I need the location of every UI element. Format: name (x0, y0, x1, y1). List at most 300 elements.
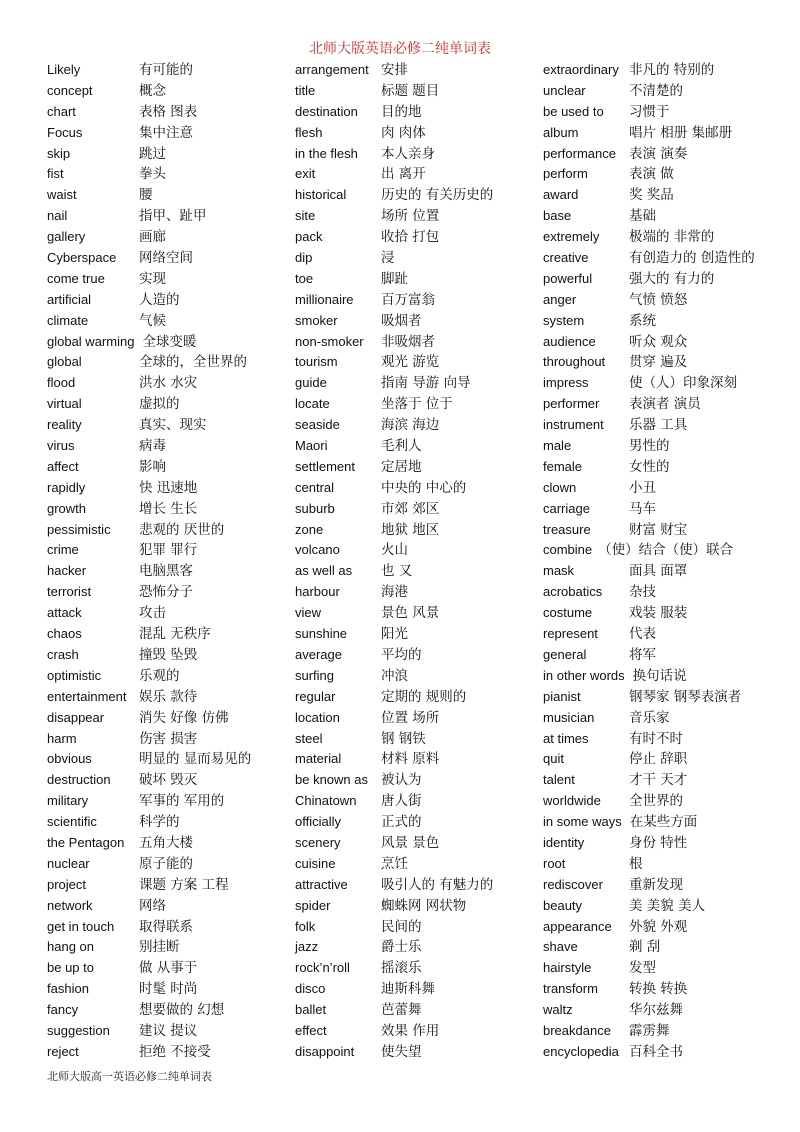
chinese-meaning: 正式的 (381, 814, 422, 831)
english-term: transform (543, 981, 598, 997)
chinese-meaning: 腰 (139, 187, 153, 204)
english-term: seaside (295, 417, 340, 433)
chinese-meaning: 混乱 无秩序 (139, 626, 211, 643)
vocab-entry (295, 1021, 535, 1042)
chinese-meaning: 海港 (381, 584, 408, 601)
vocab-entry (295, 290, 535, 311)
english-term: combine (543, 542, 593, 558)
vocab-entry (295, 373, 535, 394)
vocab-entry (543, 373, 769, 394)
chinese-meaning: 指甲、趾甲 (139, 208, 207, 225)
english-term: terrorist (47, 584, 92, 600)
vocab-entry (543, 666, 769, 687)
english-term: impress (543, 375, 589, 391)
english-term: general (543, 646, 587, 662)
english-term: suggestion (47, 1022, 110, 1038)
vocab-entry (295, 311, 535, 332)
vocab-entry (543, 561, 769, 582)
chinese-meaning: 身份 特性 (629, 834, 688, 851)
vocab-entry (543, 958, 769, 979)
english-term: fashion (47, 981, 89, 997)
chinese-meaning: 有时不时 (629, 730, 683, 747)
vocab-entry (47, 666, 283, 687)
vocab-entry (543, 436, 769, 457)
chinese-meaning: 建议 提议 (139, 1022, 198, 1039)
chinese-meaning: 集中注意 (139, 124, 193, 141)
vocab-entry (543, 708, 769, 729)
chinese-meaning: 定居地 (381, 458, 422, 475)
english-term: attack (47, 605, 82, 621)
chinese-meaning: 标题 题目 (381, 82, 440, 99)
english-term: Chinatown (295, 793, 357, 809)
vocab-entry (543, 60, 769, 81)
chinese-meaning: 虚拟的 (139, 396, 180, 413)
english-term: in the flesh (295, 145, 358, 161)
vocab-entry (295, 248, 535, 269)
chinese-meaning: 明显的 显而易见的 (139, 751, 252, 768)
chinese-meaning: 摇滚乐 (381, 960, 422, 977)
english-term: artificial (47, 291, 92, 307)
english-term: talent (543, 772, 575, 788)
vocab-entry (543, 415, 769, 436)
chinese-meaning: 效果 作用 (381, 1022, 440, 1039)
vocab-entry (543, 311, 769, 332)
vocab-entry (543, 917, 769, 938)
chinese-meaning: 网络空间 (139, 250, 193, 267)
chinese-meaning: 在某些方面 (629, 814, 698, 831)
chinese-meaning: 换句话说 (632, 667, 687, 684)
english-term: powerful (543, 270, 593, 286)
chinese-meaning: 有可能的 (139, 62, 193, 78)
vocab-entry (543, 854, 769, 875)
english-term: global (47, 354, 82, 370)
vocab-entry (295, 102, 535, 123)
vocab-entry (543, 937, 769, 958)
chinese-meaning: 听众 观众 (629, 333, 688, 350)
vocab-entry (47, 373, 283, 394)
chinese-meaning: 悲观的 厌世的 (139, 521, 225, 538)
vocab-entry (47, 958, 283, 979)
chinese-meaning: 重新发现 (629, 876, 683, 893)
vocab-entry (47, 227, 283, 248)
page-footer: 北师大版高一英语必修二纯单词表 (47, 1070, 212, 1083)
english-term: costume (543, 605, 593, 621)
chinese-meaning: 有创造力的 创造性的 (629, 250, 755, 267)
vocab-entry (295, 123, 535, 144)
chinese-meaning: 阳光 (381, 626, 408, 643)
english-term: gallery (47, 229, 86, 245)
english-term: scenery (295, 834, 341, 850)
english-term: acrobatics (543, 584, 603, 600)
english-term: crime (47, 542, 79, 558)
vocab-entry (47, 81, 283, 102)
english-term: dip (295, 250, 313, 266)
chinese-meaning: 蜘蛛网 网状物 (381, 897, 467, 914)
english-term: chaos (47, 626, 82, 642)
english-term: sunshine (295, 626, 348, 642)
vocab-entry (295, 164, 535, 185)
word-column-1 (47, 60, 283, 1063)
vocab-entry (47, 1021, 283, 1042)
vocab-entry (295, 958, 535, 979)
chinese-meaning: 出 离开 (381, 166, 426, 183)
chinese-meaning: 病毒 (139, 438, 166, 455)
chinese-meaning: 气愤 愤怒 (629, 291, 688, 308)
chinese-meaning: 目的地 (381, 103, 422, 120)
chinese-meaning: 系统 (629, 312, 656, 329)
chinese-meaning: 中央的 中心的 (381, 479, 467, 496)
vocab-entry (295, 687, 535, 708)
english-term: smoker (295, 312, 338, 328)
english-term: disappear (47, 709, 105, 725)
english-term: global warming (47, 333, 135, 349)
english-term: site (295, 208, 316, 224)
chinese-meaning: 发型 (629, 960, 656, 977)
english-term: quit (543, 751, 564, 767)
chinese-meaning: 迪斯科舞 (381, 981, 435, 998)
vocab-entry (47, 937, 283, 958)
chinese-meaning: 时髦 时尚 (139, 981, 198, 998)
vocab-entry (295, 770, 535, 791)
english-term: location (295, 709, 340, 725)
english-term: represent (543, 626, 598, 642)
vocab-entry (543, 875, 769, 896)
english-term: steel (295, 730, 323, 746)
vocab-entry (47, 457, 283, 478)
vocab-entry (47, 520, 283, 541)
english-term: fancy (47, 1002, 79, 1018)
english-term: nuclear (47, 855, 90, 871)
chinese-meaning: 冲浪 (381, 667, 408, 684)
english-term: officially (295, 814, 342, 830)
chinese-meaning: 吸烟者 (381, 312, 422, 329)
english-term: destination (295, 103, 358, 119)
chinese-meaning: 华尔兹舞 (629, 1002, 683, 1019)
chinese-meaning: 人造的 (139, 291, 180, 308)
english-term: military (47, 793, 89, 809)
chinese-meaning: 洪水 水灾 (139, 375, 198, 392)
vocab-entry (47, 582, 283, 603)
vocab-entry (47, 979, 283, 1000)
english-term: zone (295, 521, 324, 537)
vocab-entry (47, 603, 283, 624)
chinese-meaning: 犯罪 罪行 (139, 542, 198, 559)
chinese-meaning: 唱片 相册 集邮册 (629, 124, 733, 141)
chinese-meaning: 电脑黑客 (139, 563, 193, 580)
vocab-entry (47, 791, 283, 812)
english-term: anger (543, 291, 577, 307)
chinese-meaning: 位置 场所 (381, 709, 440, 726)
vocab-entry (47, 436, 283, 457)
english-term: tourism (295, 354, 338, 370)
chinese-meaning: 指南 导游 向导 (381, 375, 471, 392)
english-term: virtual (47, 396, 82, 412)
chinese-meaning: 安排 (381, 62, 408, 78)
english-term: waltz (543, 1002, 573, 1018)
english-term: throughout (543, 354, 606, 370)
chinese-meaning: 极端的 非常的 (629, 229, 715, 246)
chinese-meaning: 非凡的 特别的 (629, 62, 715, 78)
english-term: chart (47, 103, 76, 119)
english-term: extraordinary (543, 62, 619, 77)
english-term: be used to (543, 103, 604, 119)
english-term: view (295, 605, 322, 621)
chinese-meaning: 戏装 服装 (629, 605, 688, 622)
chinese-meaning: 美 美貌 美人 (629, 897, 706, 914)
english-term: skip (47, 145, 71, 161)
chinese-meaning: 攻击 (139, 605, 166, 622)
chinese-meaning: 破坏 毁灭 (139, 772, 198, 789)
vocab-entry (295, 269, 535, 290)
vocab-entry (295, 603, 535, 624)
chinese-meaning: 娱乐 款待 (139, 688, 198, 705)
chinese-meaning: 真实、现实 (139, 417, 207, 434)
english-term: central (295, 479, 335, 495)
english-term: breakdance (543, 1022, 611, 1038)
english-term: performer (543, 396, 600, 412)
english-term: base (543, 208, 572, 224)
english-term: cuisine (295, 855, 336, 871)
english-term: average (295, 646, 342, 662)
chinese-meaning: 女性的 (629, 458, 670, 475)
vocab-entry (295, 144, 535, 165)
english-term: locate (295, 396, 330, 412)
word-column-3 (543, 60, 769, 1063)
chinese-meaning: 根 (629, 855, 643, 872)
english-term: spider (295, 897, 331, 913)
chinese-meaning: 转换 转换 (629, 981, 688, 998)
vocab-entry (47, 394, 283, 415)
vocab-entry (543, 1000, 769, 1021)
english-term: identity (543, 834, 585, 850)
vocab-entry (543, 269, 769, 290)
chinese-meaning: 使失望 (381, 1043, 422, 1060)
vocab-entry (543, 687, 769, 708)
vocab-entry (543, 749, 769, 770)
english-term: regular (295, 688, 336, 704)
vocab-entry (47, 540, 283, 561)
chinese-meaning: 拳头 (139, 166, 166, 183)
english-term: Maori (295, 438, 328, 454)
english-term: entertainment (47, 688, 127, 704)
english-term: historical (295, 187, 347, 203)
english-term: settlement (295, 458, 355, 474)
vocab-entry (295, 937, 535, 958)
vocab-entry (47, 102, 283, 123)
chinese-meaning: 影响 (139, 458, 166, 475)
vocab-entry (295, 540, 535, 561)
english-term: the Pentagon (47, 834, 125, 850)
vocab-entry (543, 227, 769, 248)
english-term: perform (543, 166, 588, 182)
english-term: at times (543, 730, 589, 746)
chinese-meaning: 表演 演奏 (629, 145, 688, 162)
chinese-meaning: 收拾 打包 (381, 229, 440, 246)
vocab-entry (47, 708, 283, 729)
english-term: beauty (543, 897, 583, 913)
chinese-meaning: 习惯于 (629, 103, 670, 120)
vocab-entry (295, 896, 535, 917)
vocab-entry (47, 833, 283, 854)
chinese-meaning: 爵士乐 (381, 939, 422, 956)
english-term: be known as (295, 772, 368, 788)
word-column-2 (295, 60, 535, 1063)
english-term: obvious (47, 751, 92, 767)
vocab-entry (47, 415, 283, 436)
english-term: volcano (295, 542, 340, 558)
vocab-entry (295, 833, 535, 854)
english-term: appearance (543, 918, 612, 934)
english-term: destruction (47, 772, 111, 788)
english-term: instrument (543, 417, 604, 433)
chinese-meaning: 马车 (629, 500, 656, 517)
english-term: treasure (543, 521, 591, 537)
chinese-meaning: 乐观的 (139, 667, 180, 684)
english-term: unclear (543, 82, 586, 98)
chinese-meaning: 贯穿 遍及 (629, 354, 688, 371)
english-term: project (47, 876, 87, 892)
vocab-entry (47, 499, 283, 520)
vocab-entry (543, 164, 769, 185)
english-term: material (295, 751, 342, 767)
english-term: rapidly (47, 479, 86, 495)
english-term: extremely (543, 229, 600, 245)
vocab-entry (543, 624, 769, 645)
english-term: rock’n’roll (295, 960, 350, 976)
vocab-entry (543, 540, 769, 561)
chinese-meaning: 课题 方案 工程 (139, 876, 229, 893)
chinese-meaning: 本人亲身 (381, 145, 435, 162)
english-term: as well as (295, 563, 353, 579)
chinese-meaning: 快 迅速地 (139, 479, 198, 496)
english-term: optimistic (47, 667, 102, 683)
vocab-entry (47, 1000, 283, 1021)
english-term: award (543, 187, 579, 203)
vocab-entry (295, 332, 535, 353)
chinese-meaning: 定期的 规则的 (381, 688, 467, 705)
chinese-meaning: 跳过 (139, 145, 166, 162)
vocab-entry (543, 144, 769, 165)
vocab-entry (295, 875, 535, 896)
english-term: ballet (295, 1002, 327, 1018)
vocab-entry (47, 248, 283, 269)
english-term: millionaire (295, 291, 354, 307)
english-term: disappoint (295, 1043, 355, 1059)
english-term: clown (543, 479, 577, 495)
vocab-entry (295, 749, 535, 770)
english-term: surfing (295, 667, 335, 683)
vocab-entry (47, 770, 283, 791)
english-term: nail (47, 208, 68, 224)
english-term: climate (47, 312, 89, 328)
english-term: in some ways (543, 814, 622, 830)
english-term: pianist (543, 688, 581, 704)
chinese-meaning: 取得联系 (139, 918, 193, 935)
vocab-entry (543, 603, 769, 624)
chinese-meaning: 吸引人的 有魅力的 (381, 876, 494, 893)
english-term: reject (47, 1043, 79, 1059)
chinese-meaning: 想要做的 幻想 (139, 1002, 225, 1019)
vocab-entry (295, 791, 535, 812)
chinese-meaning: 历史的 有关历史的 (381, 187, 494, 204)
vocab-entry (47, 917, 283, 938)
chinese-meaning: 小丑 (629, 479, 656, 496)
vocab-entry (543, 457, 769, 478)
vocab-entry (47, 164, 283, 185)
english-term: worldwide (543, 793, 601, 809)
vocab-entry (543, 123, 769, 144)
chinese-meaning: 景色 风景 (381, 605, 440, 622)
english-term: encyclopedia (543, 1043, 619, 1059)
chinese-meaning: 浸 (381, 250, 395, 267)
vocab-entry (47, 812, 283, 833)
chinese-meaning: 概念 (139, 82, 166, 99)
chinese-meaning: 百科全书 (629, 1043, 683, 1060)
english-term: arrangement (295, 62, 369, 77)
vocab-entry (295, 60, 535, 81)
chinese-meaning: 被认为 (381, 772, 422, 789)
vocab-entry (47, 896, 283, 917)
vocab-entry (47, 352, 283, 373)
english-term: harm (47, 730, 77, 746)
chinese-meaning: 使（人）印象深刻 (629, 375, 737, 392)
english-term: folk (295, 918, 316, 934)
chinese-meaning: 将军 (629, 646, 656, 663)
chinese-meaning: 恐怖分子 (139, 584, 193, 601)
chinese-meaning: 音乐家 (629, 709, 670, 726)
vocab-entry (295, 227, 535, 248)
vocab-entry (543, 1021, 769, 1042)
chinese-meaning: 画廊 (139, 229, 166, 246)
english-term: fist (47, 166, 64, 182)
chinese-meaning: 代表 (629, 626, 656, 643)
chinese-meaning: （使）结合（使）联合 (598, 542, 734, 559)
chinese-meaning: 市郊 郊区 (381, 500, 440, 517)
vocab-entry (295, 394, 535, 415)
vocab-entry (295, 979, 535, 1000)
english-term: female (543, 458, 583, 474)
vocab-entry (295, 457, 535, 478)
chinese-meaning: 伤害 损害 (139, 730, 198, 747)
vocab-entry (543, 102, 769, 123)
vocab-entry (295, 352, 535, 373)
english-term: flood (47, 375, 76, 391)
english-term: system (543, 312, 585, 328)
vocab-entry (543, 812, 769, 833)
vocab-entry (543, 520, 769, 541)
english-term: exit (295, 166, 316, 182)
vocab-entry (295, 415, 535, 436)
vocab-entry (295, 624, 535, 645)
vocab-entry (47, 1042, 283, 1063)
vocab-entry (47, 123, 283, 144)
vocab-entry (47, 729, 283, 750)
vocab-entry (543, 332, 769, 353)
vocab-entry (543, 582, 769, 603)
vocab-entry (543, 478, 769, 499)
page-title: 北师大版英语必修二纯单词表 (309, 41, 491, 57)
chinese-meaning: 钢琴家 钢琴表演者 (629, 688, 742, 705)
chinese-meaning: 风景 景色 (381, 834, 440, 851)
chinese-meaning: 全世界的 (629, 793, 683, 810)
chinese-meaning: 剃 刮 (629, 939, 661, 956)
chinese-meaning: 才干 天才 (629, 772, 688, 789)
vocab-entry (295, 478, 535, 499)
vocab-entry (543, 394, 769, 415)
chinese-meaning: 观光 游览 (381, 354, 440, 371)
vocab-entry (543, 770, 769, 791)
chinese-meaning: 原子能的 (139, 855, 193, 872)
